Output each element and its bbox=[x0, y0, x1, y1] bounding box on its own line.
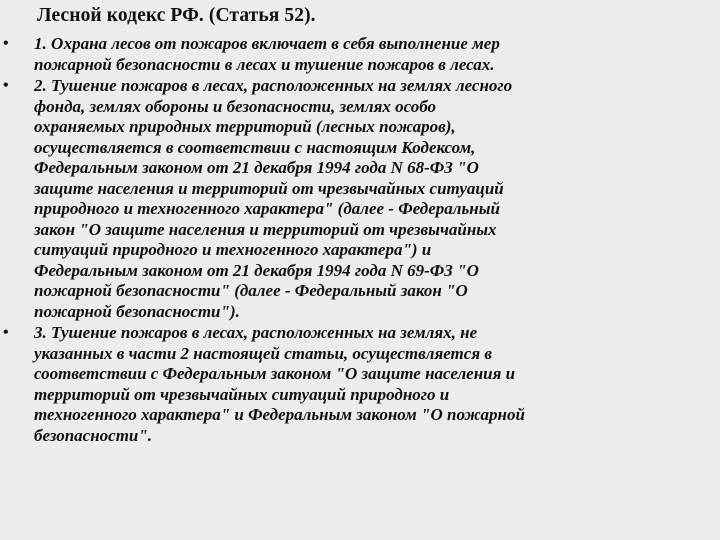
text-line: 2. Тушение пожаров в лесах, расположенных на землях лесного bbox=[34, 76, 513, 95]
text-line: пожарной безопасности"). bbox=[34, 301, 240, 321]
text-line: защите населения и территорий от чрезвычайных ситуаций bbox=[34, 178, 504, 198]
text-line: природного и техногенного характера" (далее - Федеральный bbox=[34, 199, 500, 218]
bullet-list bbox=[0, 34, 720, 447]
text-line: пожарной безопасности" (далее - Федеральный закон "О bbox=[34, 281, 468, 300]
slide-title: Лесной кодекс РФ. (Статья 52). bbox=[37, 5, 316, 26]
text-line: Федеральным законом от 21 декабря 1994 года N 68-ФЗ "О bbox=[34, 158, 479, 177]
text-line: осуществляется в соответствии с настоящим Кодексом, bbox=[34, 137, 476, 157]
text-line: Федеральным законом от 21 декабря 1994 года N 69-ФЗ "О bbox=[34, 260, 479, 280]
text-line: ситуаций природного и техногенного характера") и bbox=[34, 240, 432, 259]
list-item bbox=[0, 34, 720, 75]
text-line: 1. Охрана лесов от пожаров включает в себя выполнение мер bbox=[34, 34, 500, 53]
text-line: фонда, землях обороны и безопасности, землях особо bbox=[34, 96, 437, 116]
list-item bbox=[0, 323, 720, 446]
text-line: охраняемых природных территорий (лесных пожаров), bbox=[34, 117, 456, 136]
text-line: безопасности". bbox=[34, 425, 153, 445]
text-line: техногенного характера" и Федеральным законом "О пожарной bbox=[34, 405, 525, 424]
text-line: территорий от чрезвычайных ситуаций природного и bbox=[34, 384, 450, 404]
text-line: закон "О защите населения и территорий от чрезвычайных bbox=[34, 219, 497, 239]
list-item bbox=[0, 76, 720, 322]
text-line: указанных в части 2 настоящей статьи, осуществляется в bbox=[34, 343, 492, 363]
bullet-icon: • bbox=[3, 324, 9, 341]
text-line: соответствии с Федеральным законом "О защите населения и bbox=[34, 364, 516, 383]
text-line: 3. Тушение пожаров в лесах, расположенных на землях, не bbox=[34, 323, 478, 342]
text-line: пожарной безопасности в лесах и тушение пожаров в лесах. bbox=[34, 54, 495, 74]
bullet-icon: • bbox=[3, 35, 9, 52]
bullet-icon: • bbox=[3, 77, 9, 94]
